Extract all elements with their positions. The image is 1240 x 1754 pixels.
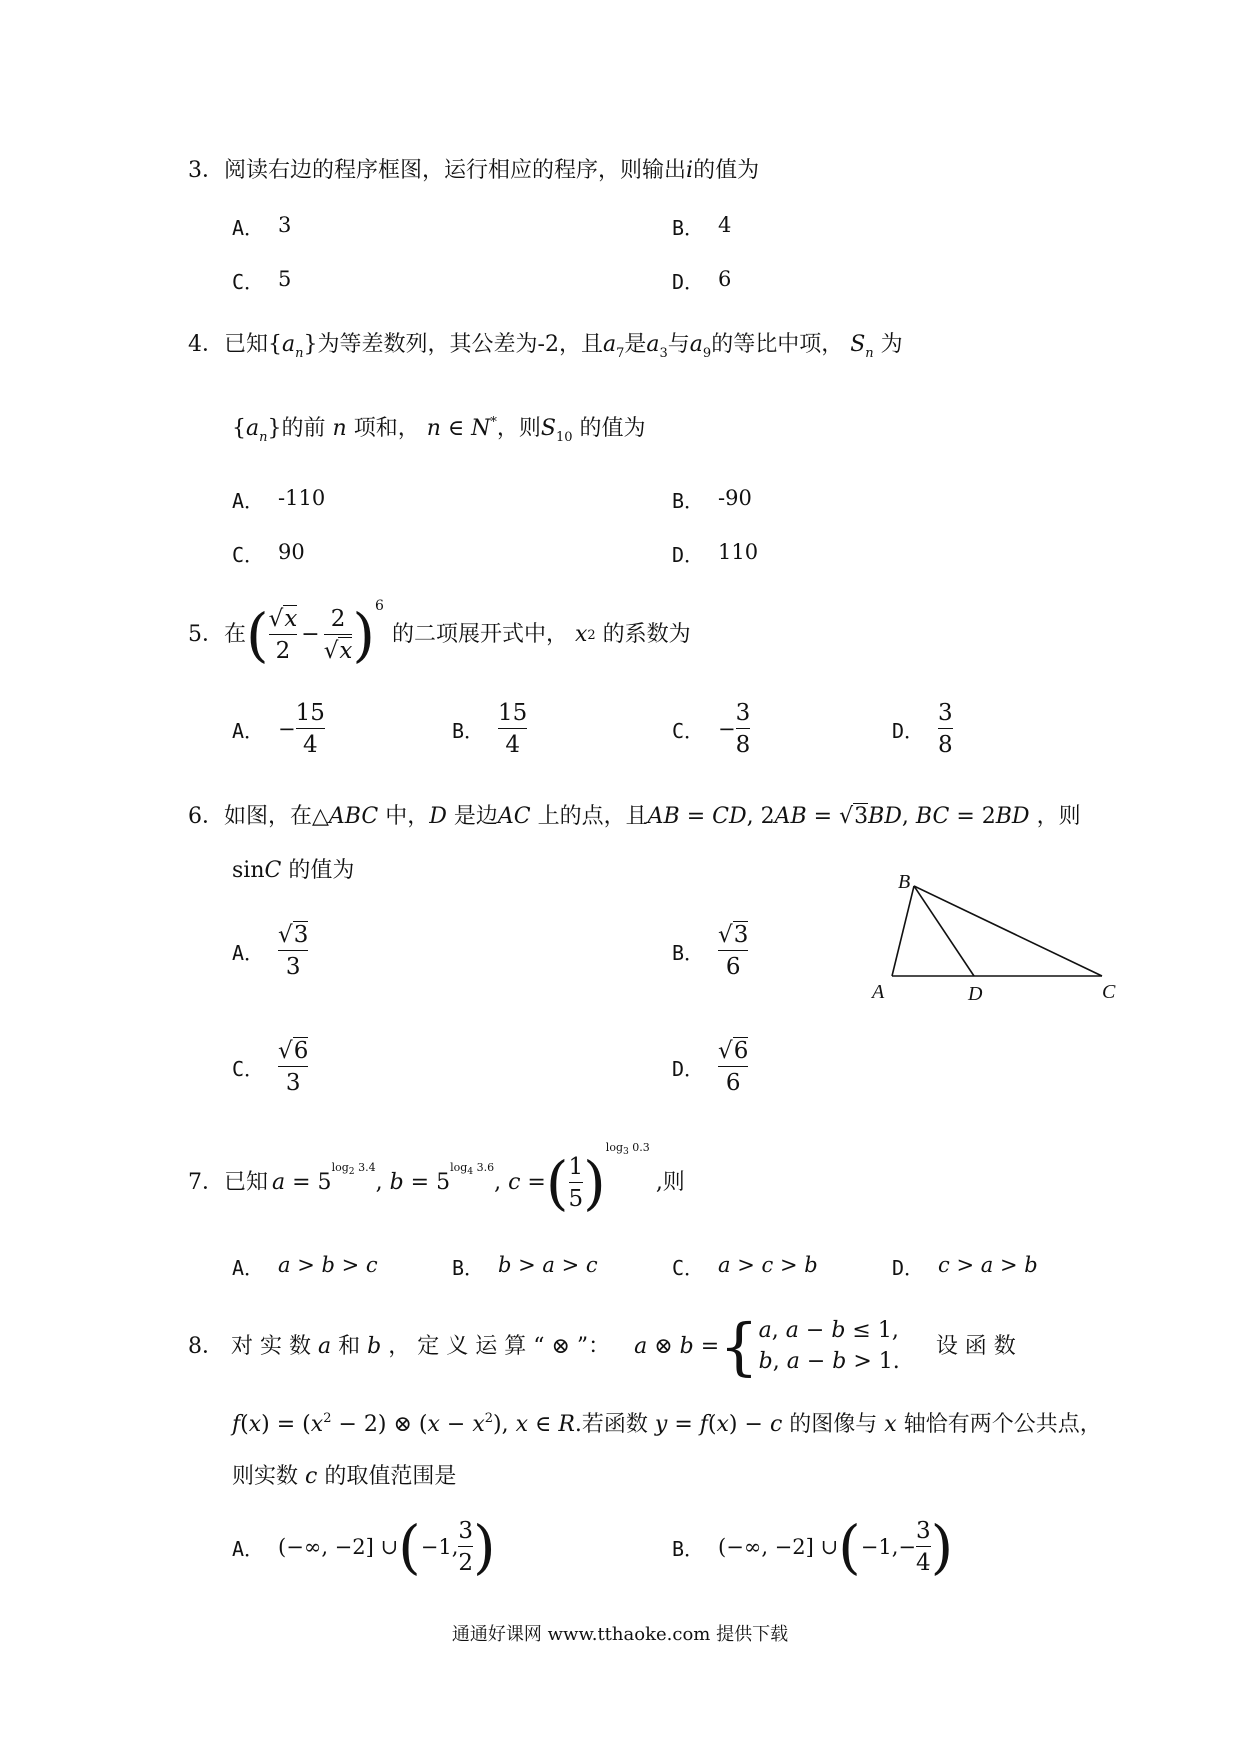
q7-option-b: B． b > a > c (452, 1253, 598, 1280)
q6-option-b: B． $\frac{√3}{6}$ (672, 922, 749, 981)
q3-option-d: D． 6 (672, 267, 732, 294)
side-ab (892, 886, 914, 976)
q4-number: 4． (188, 332, 224, 357)
q5-right-paren: ) (352, 601, 376, 669)
q8-number: 8． (188, 1334, 224, 1359)
q3-option-b: B． 4 (672, 213, 732, 240)
q6-stem-line2: sinC 的值为 (232, 858, 355, 883)
q8-option-a: A． (−∞, −2] ∪ ( −1, $\frac{3}{2}$ ) (232, 1513, 496, 1582)
q5-option-a: A． − $\frac{15}{4}$ (232, 700, 325, 759)
q4-option-b: B． -90 (672, 486, 752, 513)
q7-option-a: A． a > b > c (232, 1253, 378, 1280)
triangle-figure (862, 872, 1132, 1008)
page-footer: 通通好课网 www.tthaoke.com 提供下载 (451, 1624, 789, 1645)
label-d: D (968, 983, 983, 1005)
q3-stem: 3．阅读右边的程序框图，运行相应的程序，则输出i的值为 (188, 158, 760, 183)
q7-option-c: C． a > c > b (672, 1253, 818, 1280)
q3-option-c: C． 5 (232, 267, 292, 294)
q5-frac-2: $\frac{2}{√x}$ (323, 605, 353, 664)
q5-option-b: B． $\frac{15}{4}$ (452, 700, 528, 759)
q7-stem: 7． 已知 a = 5 $\log_2 3.4$ , b = 5 $\log_4 3.6$ , c = ( $\frac{1}{5}$ ) $\log_3 0.3$ ,则 (188, 1141, 685, 1217)
side-bc (914, 886, 1102, 976)
label-c: C (1102, 981, 1116, 1003)
label-a: A (872, 981, 885, 1003)
q8-option-b: B． (−∞, −2] ∪ ( −1, − $\frac{3}{4}$ ) (672, 1513, 954, 1582)
q3-number: 3． (188, 158, 224, 183)
q8-stem-line1: 8． 对 实 数 a 和 b ， 定 义 运 算 “ ⊗ ”： a ⊗ b = { a, a − b ≤ 1, b, a − b > 1. 设 函 数 (188, 1310, 1016, 1383)
q4-option-a: A． -110 (232, 486, 326, 513)
q5-stem: 5． 在 ( $\frac{√x}{2}$ − $\frac{2}{√x}$ ) 6 的二项展开式中， x 2 的系数为 (188, 598, 691, 669)
q7-option-d: D． c > a > b (892, 1253, 1038, 1280)
q5-frac-1: $\frac{√x}{2}$ (268, 605, 298, 664)
q8-stem-line2: $f(x) = (x^2 - 2)$ ⊗ $(x - x^2)$, x ∈ R.若函数 y = f(x) − c 的图像与 x 轴恰有两个公共点， (232, 1411, 1102, 1437)
q4-option-c: C． 90 (232, 540, 305, 567)
q4-stem-line1: 4．已知$\{a_n\}$为等差数列，其公差为-2，且$a_7$是$a_3$与$a_9$的等比中项， $S_n$ 为 (188, 332, 903, 361)
q5-option-d: D． $\frac{3}{8}$ (892, 700, 953, 759)
q6-number: 6． (188, 804, 224, 829)
q5-left-paren: ( (246, 601, 269, 669)
q8-stem-line3: 则实数 c 的取值范围是 (232, 1464, 457, 1489)
label-b: B (898, 872, 911, 893)
q6-stem-line1: 6．如图，在△ABC 中，D 是边AC 上的点，且AB = CD, 2AB = √3BD, BC = 2BD ，则 (188, 804, 1081, 829)
q3-option-a: A． 3 (232, 213, 292, 240)
q6-option-d: D． $\frac{√6}{6}$ (672, 1038, 749, 1097)
q6-option-a: A． $\frac{√3}{3}$ (232, 922, 309, 981)
q4-stem-line2: $\{a_n\}$的前 n 项和， n ∈ N*，则$S_{10}$ 的值为 (232, 415, 646, 445)
q5-number: 5． (188, 622, 224, 647)
q4-option-d: D． 110 (672, 540, 759, 567)
q7-number: 7． (188, 1170, 224, 1195)
q5-option-c: C． − $\frac{3}{8}$ (672, 700, 751, 759)
q8-cases: a, a − b ≤ 1, b, a − b > 1. (758, 1318, 900, 1374)
q6-option-c: C． $\frac{√6}{3}$ (232, 1038, 309, 1097)
